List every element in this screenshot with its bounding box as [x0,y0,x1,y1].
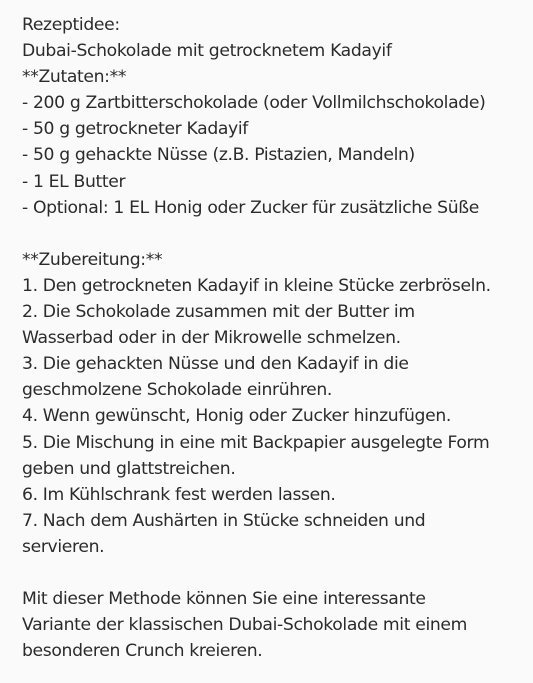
ingredient-item: - 200 g Zartbitterschokolade (oder Vollmilchschokolade) [22,93,486,114]
recipe-text [22,12,527,664]
blank-line [22,221,527,247]
step-line: 5. Die Mischung in eine mit Backpapier ausgelegte Form [22,432,490,453]
ingredients-heading: **Zutaten:** [22,67,127,88]
step-line: 1. Den getrockneten Kadayif in kleine Stücke zerbröseln. [22,275,491,296]
step-line: servieren. [22,536,105,557]
preparation-heading: **Zubereitung:** [22,249,163,270]
step-line: 4. Wenn gewünscht, Honig oder Zucker hinzufügen. [22,406,452,427]
step-line: geschmolzene Schokolade einrühren. [22,380,333,401]
closing-line: besonderen Crunch kreieren. [22,641,263,662]
recipe-title: Dubai-Schokolade mit getrocknetem Kadayif [22,41,392,62]
step-line: 3. Die gehackten Nüsse und den Kadayif in die [22,354,409,375]
text-line: Rezeptidee: [22,15,120,35]
ingredient-item: - 1 EL Butter [22,171,126,192]
step-line: 2. Die Schokolade zusammen mit der Butter im [22,302,415,323]
ingredient-item: - Optional: 1 EL Honig oder Zucker für zusätzliche Süße [22,197,479,218]
ingredient-item: - 50 g gehackte Nüsse (z.B. Pistazien, Mandeln) [22,145,415,166]
closing-line: Mit dieser Methode können Sie eine interessante [22,589,426,610]
blank-line [22,560,527,586]
step-line: 6. Im Kühlschrank fest werden lassen. [22,484,336,505]
step-line: 7. Nach dem Aushärten in Stücke schneiden und [22,510,426,531]
ingredient-item: - 50 g getrockneter Kadayif [22,119,249,140]
closing-line: Variante der klassischen Dubai-Schokolade mit einem [22,615,468,636]
step-line: geben und glattstreichen. [22,458,236,479]
step-line: Wasserbad oder in der Mikrowelle schmelzen. [22,328,401,349]
